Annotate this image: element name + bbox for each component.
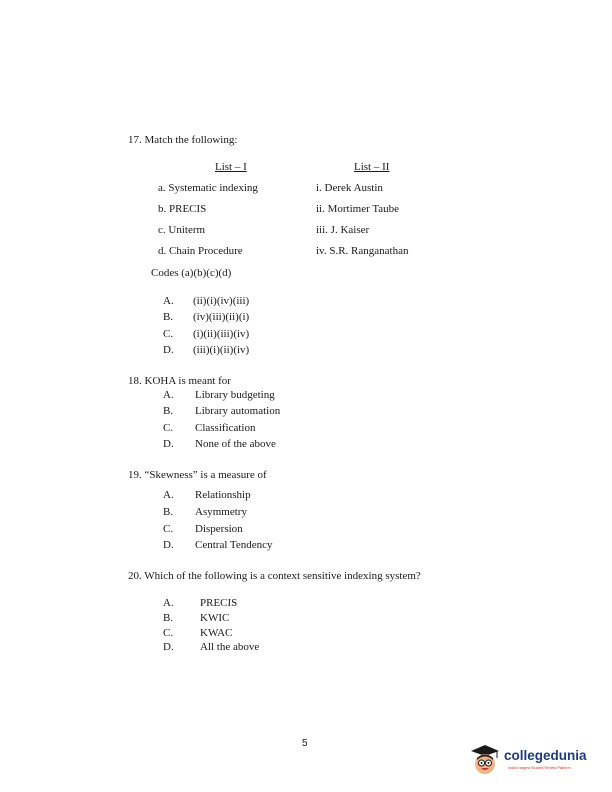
q20-question: 20. Which of the following is a context sensitive indexing system? <box>128 570 421 582</box>
collegedunia-logo <box>468 742 610 778</box>
option-text: Library budgeting <box>195 389 275 401</box>
option-text: Relationship <box>195 489 251 501</box>
option-letter: D. <box>163 438 174 450</box>
option-text: None of the above <box>195 438 276 450</box>
q17-list1-item: b. PRECIS <box>158 203 207 215</box>
q17-list1-item: d. Chain Procedure <box>158 245 243 257</box>
q17-list1-header: List – I <box>215 161 247 173</box>
q17-question: 17. Match the following: <box>128 134 238 146</box>
page-number: 5 <box>302 738 308 749</box>
q17-list2-item: ii. Mortimer Taube <box>316 203 400 215</box>
option-letter: D. <box>163 641 174 653</box>
q17-list2-header: List – II <box>354 161 390 173</box>
option-letter: C. <box>163 328 174 340</box>
logo-tagline: India's largest Student Review Platform <box>508 766 571 770</box>
q17-list1-item: c. Uniterm <box>158 224 206 236</box>
option-letter: B. <box>163 405 174 417</box>
q19-question: 19. “Skewness” is a measure of <box>128 469 267 481</box>
option-letter: D. <box>163 344 174 356</box>
option-letter: B. <box>163 612 174 624</box>
option-text: All the above <box>200 641 260 653</box>
q17-list2-item: i. Derek Austin <box>316 182 383 194</box>
option-letter: A. <box>163 597 174 609</box>
option-letter: A. <box>163 295 174 307</box>
option-letter: B. <box>163 506 174 518</box>
option-letter: C. <box>163 627 174 639</box>
option-letter: C. <box>163 523 174 535</box>
option-text: Dispersion <box>195 523 243 535</box>
option-text: PRECIS <box>200 597 238 609</box>
q17-list2-item: iv. S.R. Ranganathan <box>316 245 409 257</box>
option-letter: C. <box>163 422 174 434</box>
logo-text: collegedunia <box>504 748 587 763</box>
option-text: Classification <box>195 422 256 434</box>
option-text: Library automation <box>195 405 281 417</box>
option-text: KWAC <box>200 627 233 639</box>
mascot-icon <box>468 742 502 776</box>
option-text: Asymmetry <box>195 506 247 518</box>
option-text: (ii)(i)(iv)(iii) <box>193 295 250 307</box>
option-text: (iv)(iii)(ii)(i) <box>193 311 250 323</box>
q17-list2-item: iii. J. Kaiser <box>316 224 370 236</box>
option-text: (iii)(i)(ii)(iv) <box>193 344 250 356</box>
q17-codes-label: Codes (a)(b)(c)(d) <box>151 267 232 279</box>
option-text: KWIC <box>200 612 230 624</box>
q17-list1-item: a. Systematic indexing <box>158 182 258 194</box>
option-letter: D. <box>163 539 174 551</box>
q18-question: 18. KOHA is meant for <box>128 375 231 387</box>
option-letter: B. <box>163 311 174 323</box>
option-text: (i)(ii)(iii)(iv) <box>193 328 250 340</box>
option-letter: A. <box>163 389 174 401</box>
option-letter: A. <box>163 489 174 501</box>
option-text: Central Tendency <box>195 539 273 551</box>
